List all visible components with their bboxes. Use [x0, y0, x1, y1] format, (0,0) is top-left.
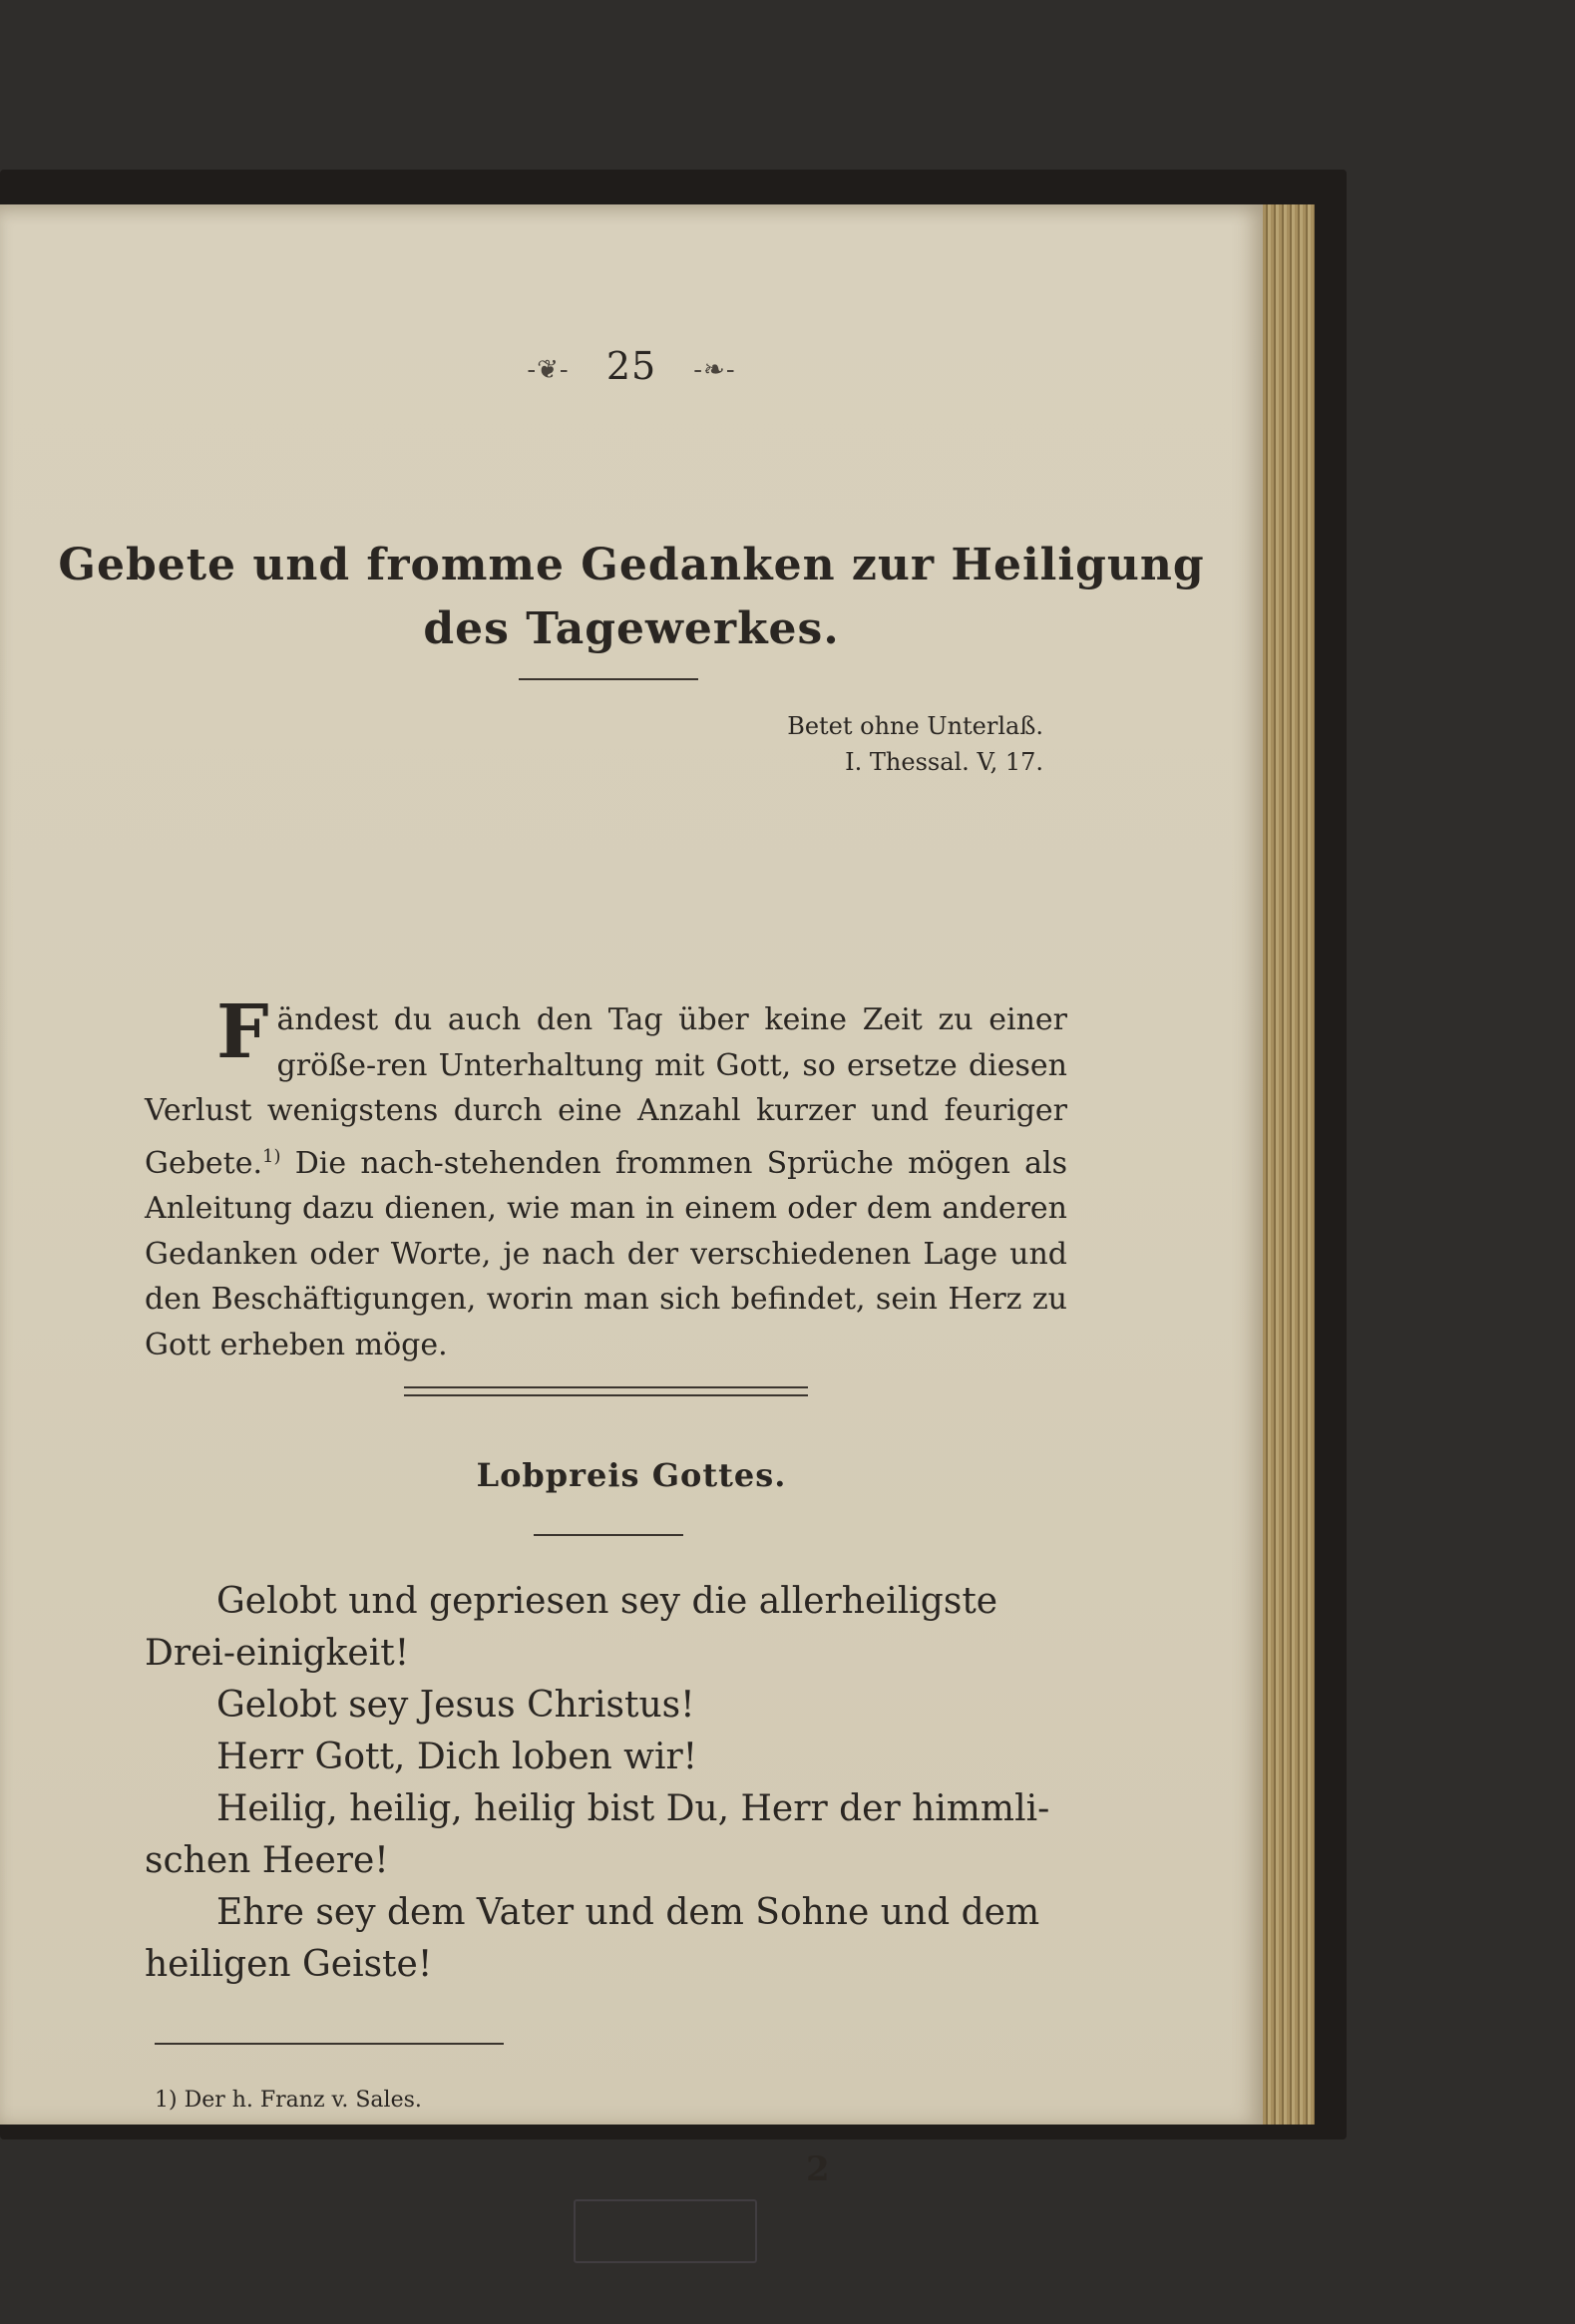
- signature-mark: 2: [806, 2149, 830, 2189]
- motto-quote: Betet ohne Unterlaß.: [787, 712, 1043, 740]
- chapter-title: [0, 534, 1263, 661]
- motto: [787, 708, 1043, 780]
- chapter-title-line-2: des Tagewerkes.: [423, 603, 840, 654]
- intro-text-continued: Die nach-stehenden frommen Sprüche mögen als Anleitung dazu dienen, wie man in einem oder dem anderen Gedanken oder Worte, je nach der verschiedenen Lage und den Beschäftigungen, worin man sich befindet, sein Herz zu Gott erheben möge.: [145, 1145, 1067, 1362]
- footnote-reference: 1): [262, 1145, 281, 1167]
- footnote-rule: [155, 2043, 504, 2045]
- right-ornament-icon: -❧-: [693, 354, 736, 385]
- intro-text: ändest du auch den Tag über keine Zeit zu einer größe-ren Unterhaltung mit Gott, so ersetze diesen Verlust wenigstens durch eine Anzahl kurzer und feuriger Gebete.: [145, 1002, 1067, 1181]
- page-header: [0, 344, 1263, 388]
- library-stamp-outline: [574, 2199, 757, 2263]
- page-edges: [1255, 204, 1315, 2125]
- book-page: [0, 204, 1263, 2189]
- prayer-text: [145, 1576, 1072, 1991]
- title-rule: [519, 678, 698, 680]
- footnote: 1) Der h. Franz v. Sales.: [155, 2088, 422, 2113]
- left-ornament-icon: -❦-: [527, 354, 570, 385]
- prayer-line: Herr Gott, Dich loben wir!: [216, 1737, 698, 1777]
- section-title: Lobpreis Gottes.: [476, 1456, 787, 1494]
- intro-paragraph: [145, 989, 1067, 1367]
- prayer-line: Gelobt sey Jesus Christus!: [216, 1685, 695, 1726]
- prayer-line: Heilig, heilig, heilig bist Du, Herr der himmli-schen Heere!: [145, 1788, 1050, 1881]
- page-number: 25: [605, 344, 657, 388]
- chapter-title-line-1: Gebete und fromme Gedanken zur Heiligung: [58, 540, 1205, 590]
- drop-cap: F: [216, 989, 269, 1075]
- prayer-line: Ehre sey dem Vater und dem Sohne und dem heiligen Geiste!: [145, 1892, 1040, 1985]
- motto-citation: I. Thessal. V, 17.: [845, 748, 1043, 776]
- prayer-line: Gelobt und gepriesen sey die allerheiligste Drei-einigkeit!: [145, 1581, 998, 1674]
- section-title-rule: [534, 1534, 683, 1536]
- section-divider: [404, 1386, 808, 1396]
